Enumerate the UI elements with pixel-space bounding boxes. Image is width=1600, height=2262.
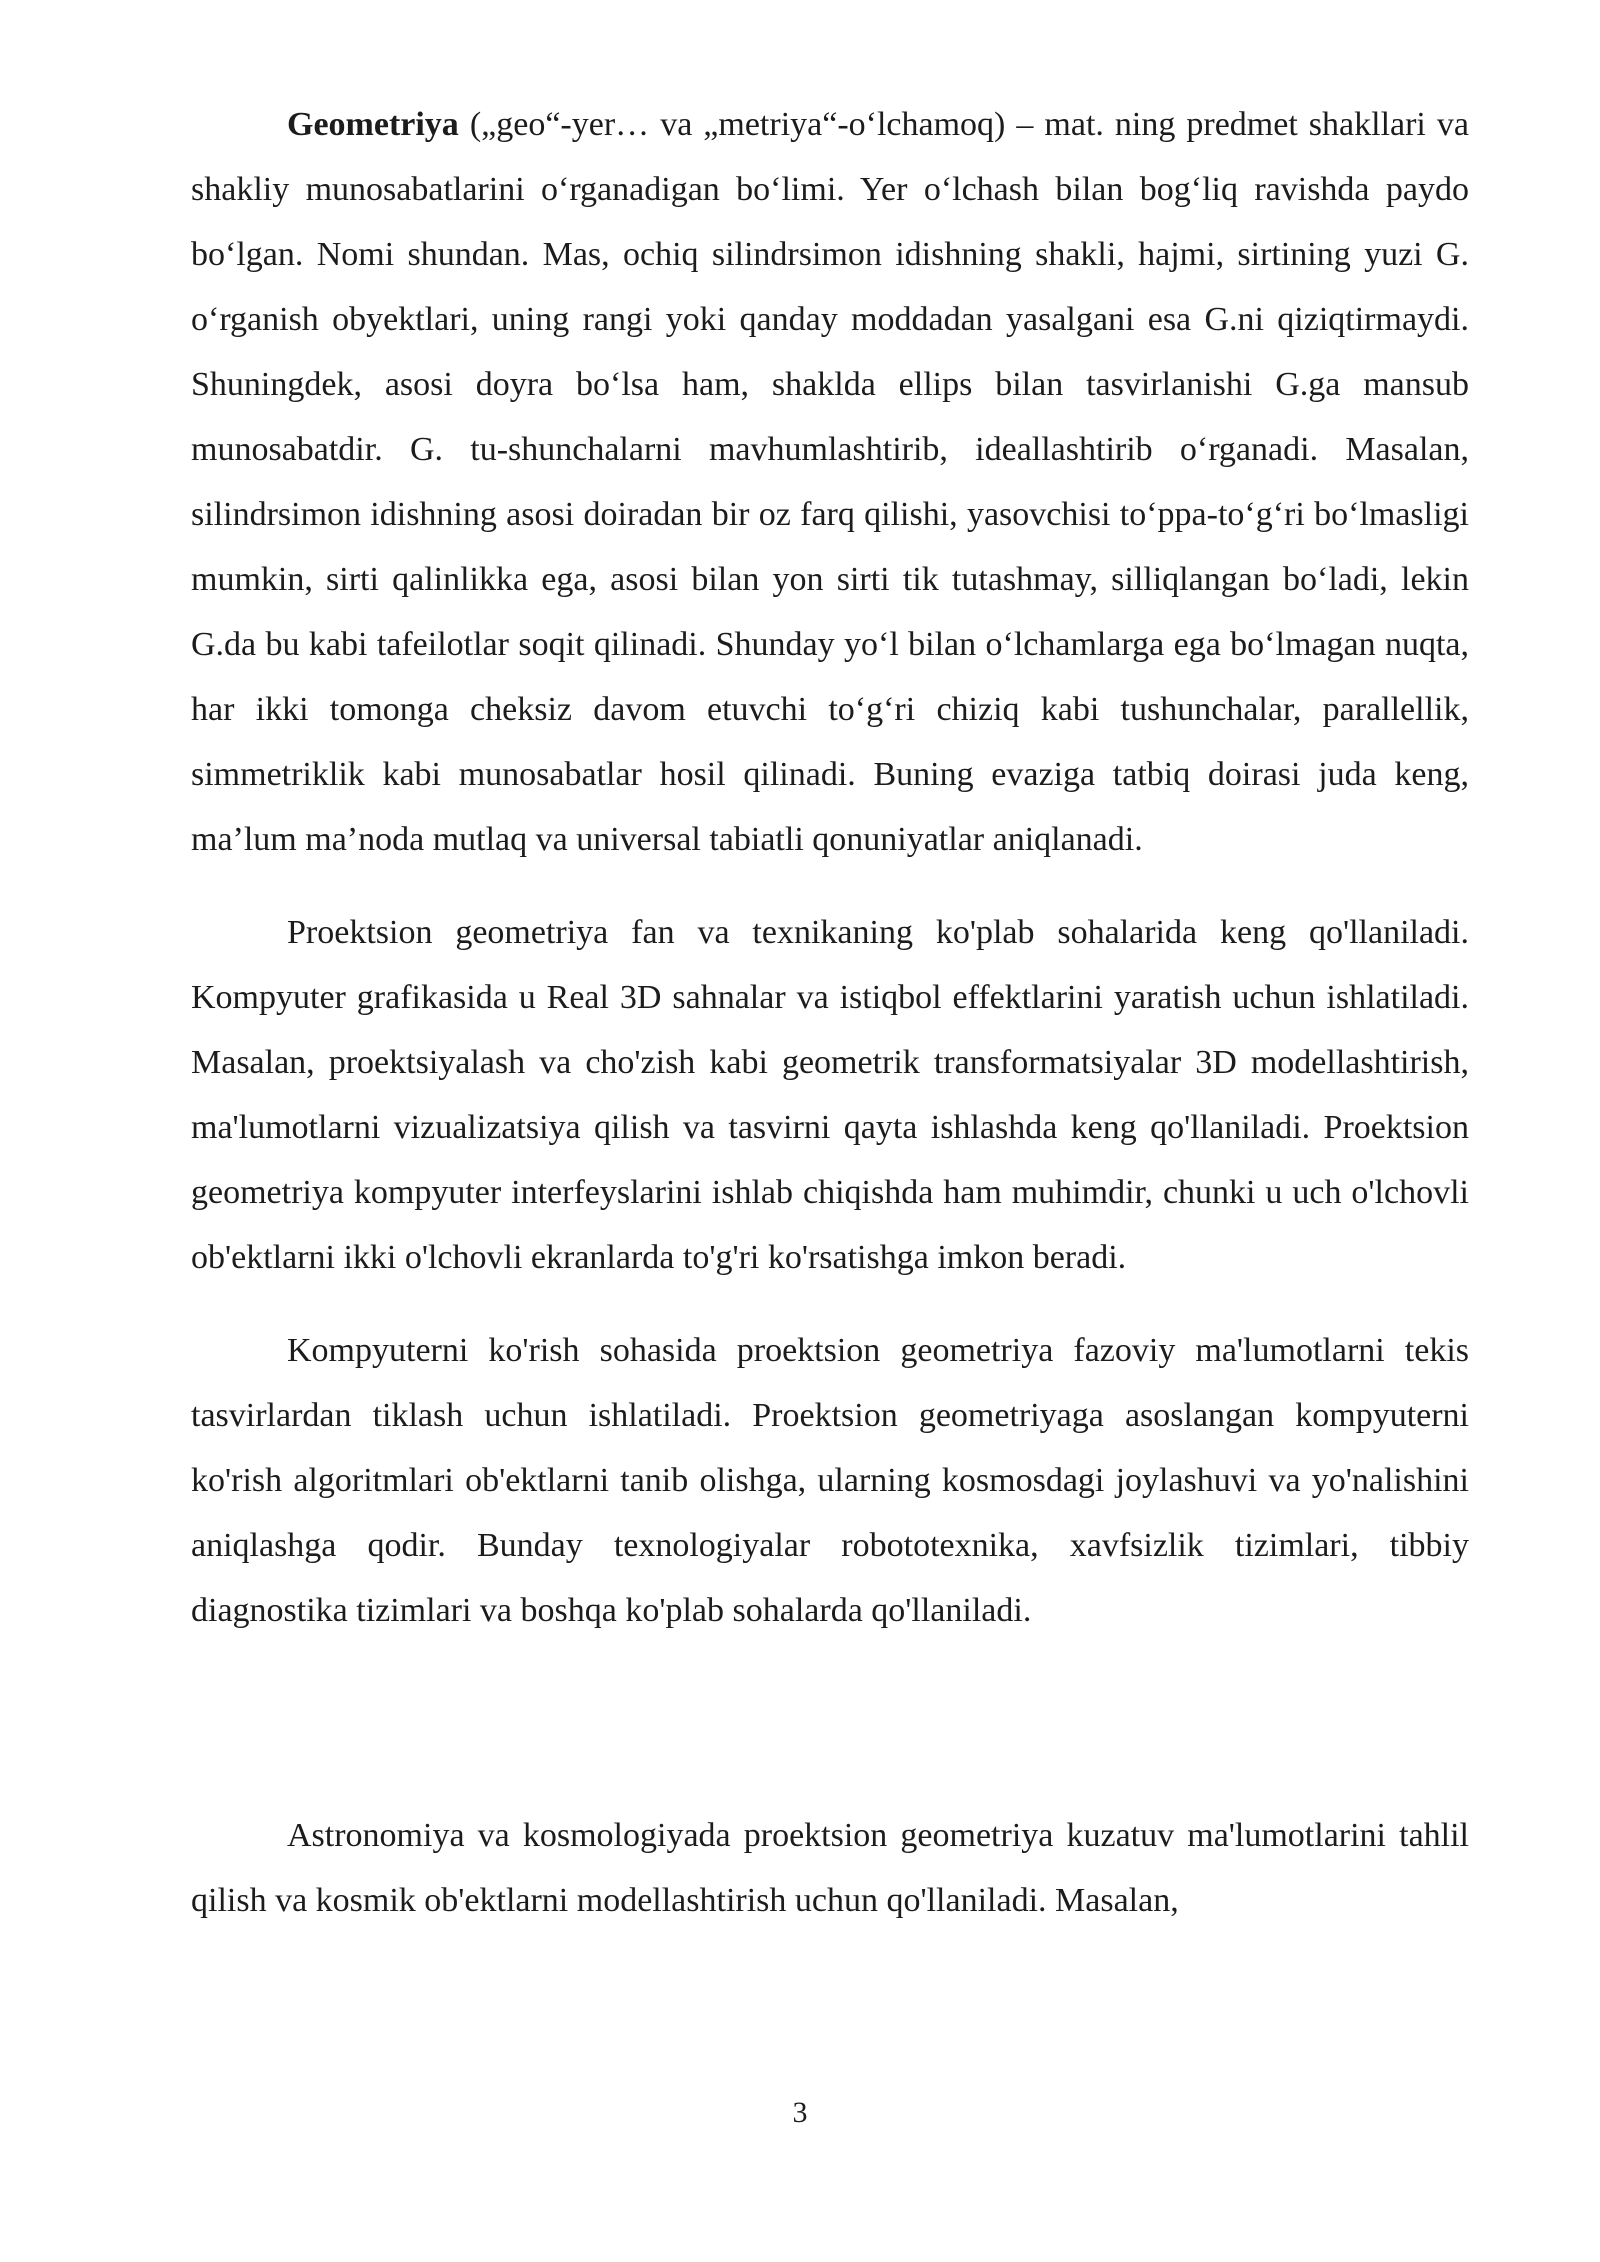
- page-number: 3: [792, 2096, 808, 2129]
- paragraph-computer-vision: Kompyuterni ko'rish sohasida proektsion geometriya fazoviy ma'lumotlarni tekis tasvirlardan tiklash uchun ishlatiladi. Proektsion geometriyaga asoslangan kompyuterni ko'rish algoritmlari ob'ektlarni tanib olishga, ularning kosmosdagi joylashuvi va yo'nalishini aniqlashga qodir. Bunday texnologiyalar robototexnika, xavfsizlik tizimlari, tibbiy diagnostika tizimlari va boshqa ko'plab sohalarda qo'llaniladi.: [191, 1332, 1469, 1629]
- body-text: [191, 92, 1469, 1933]
- term-geometriya: Geometriya: [287, 106, 459, 143]
- paragraph-astronomy: Astronomiya va kosmologiyada proektsion geometriya kuzatuv ma'lumotlarini tahlil qilish va kosmik ob'ektlarni modellashtirish uchun qo'llaniladi. Masalan,: [191, 1817, 1469, 1919]
- paragraph-geometriya-definition: [191, 92, 1469, 872]
- paragraph-text: („geo“-yer… va „metriya“-oʻlchamoq) – mat. ning predmet shakllari va shakliy munosabatlarini oʻrganadigan boʻlimi. Yer oʻlchash bilan bogʻliq ravishda paydo boʻlgan. Nomi shundan. Mas, ochiq silindrsimon idishning shakli, hajmi, sirtining yuzi G. oʻrganish obyektlari, uning rangi yoki qanday moddadan yasalgani esa G.ni qiziqtirmaydi. Shuningdek, asosi doyra boʻlsa ham, shaklda ellips bilan tasvirlanishi G.ga mansub munosabatdir. G. tu-shunchalarni mavhumlashtirib, ideallashtirib oʻrganadi. Masalan, silindrsimon idishning asosi doiradan bir oz farq qilishi, yasovchisi toʻppa-toʻgʻri boʻlmasligi mumkin, sirti qalinlikka ega, asosi bilan yon sirti tik tutashmay, silliqlangan boʻladi, lekin G.da bu kabi tafeilotlar soqit qilinadi. Shunday yoʻl bilan oʻlchamlarga ega boʻlmagan nuqta, har ikki tomonga cheksiz davom etuvchi toʻgʻri chiziq kabi tushunchalar, parallellik, simmetriklik kabi munosabatlar hosil qilinadi. Buning evaziga tatbiq doirasi juda keng, ma’lum ma’noda mutlaq va universal tabiatli qonuniyatlar aniqlanadi.: [191, 106, 1469, 858]
- paragraph-proektsion-applications: Proektsion geometriya fan va texnikaning ko'plab sohalarida keng qo'llaniladi. Kompyuter grafikasida u Real 3D sahnalar va istiqbol effektlarini yaratish uchun ishlatiladi. Masalan, proektsiyalash va cho'zish kabi geometrik transformatsiyalar 3D modellashtirish, ma'lumotlarni vizualizatsiya qilish va tasvirni qayta ishlashda keng qo'llaniladi. Proektsion geometriya kompyuter interfeyslarini ishlab chiqishda ham muhimdir, chunki u uch o'lchovli ob'ektlarni ikki o'lchovli ekranlarda to'g'ri ko'rsatishga imkon beradi.: [191, 914, 1469, 1276]
